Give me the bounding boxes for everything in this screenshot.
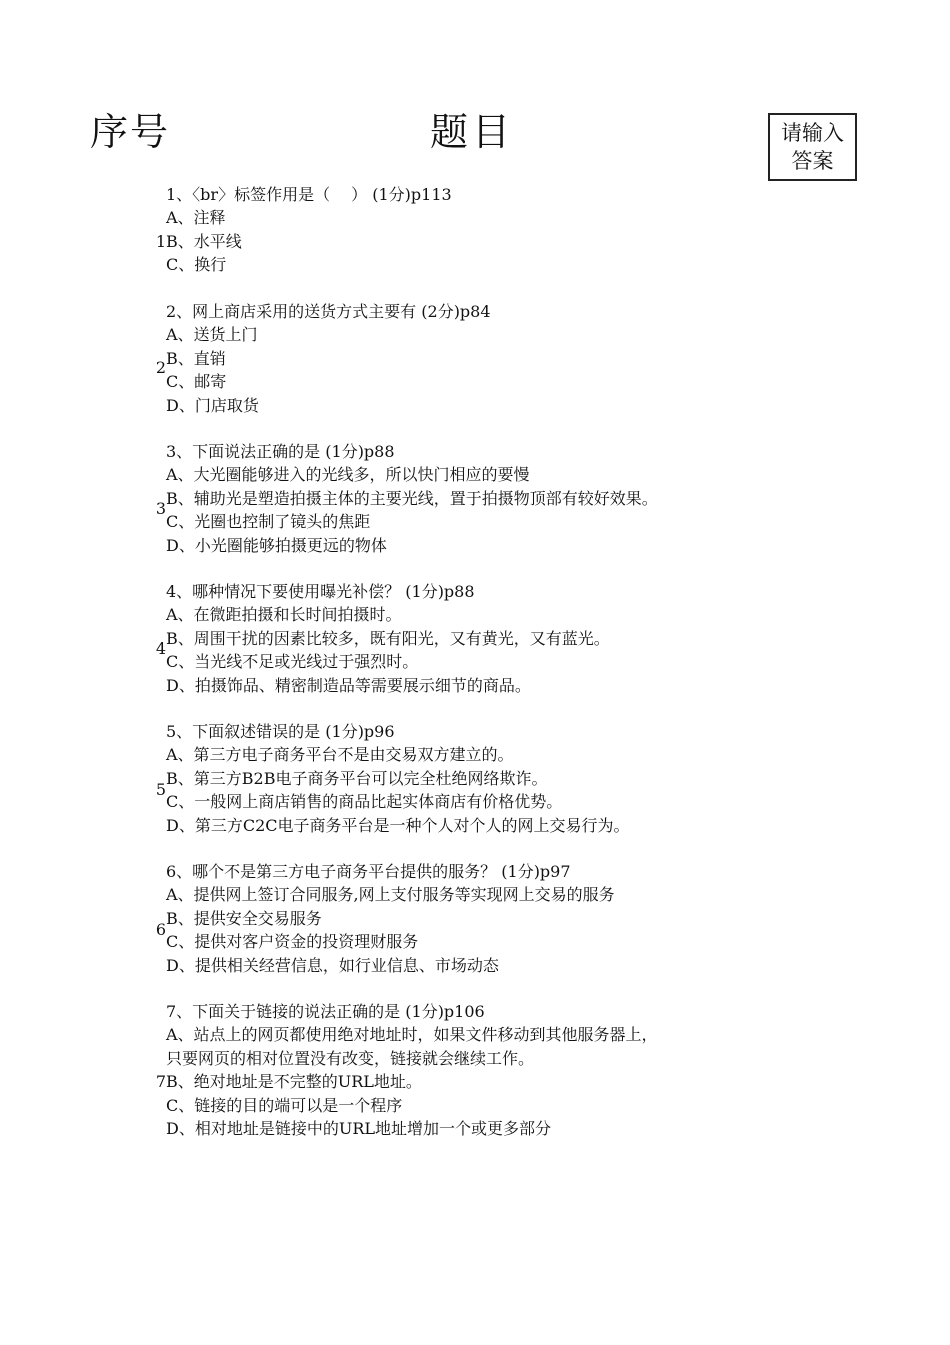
question-option: A、站点上的网页都使用绝对地址时，如果文件移动到其他服务器上， (166, 1025, 658, 1045)
question-option: D、相对地址是链接中的URL地址增加一个或更多部分 (166, 1118, 551, 1138)
question-text-block (166, 183, 452, 277)
question-stem: 2、网上商店采用的送货方式主要有 (2分)p84 (166, 302, 491, 321)
question-option: B、直销 (166, 348, 226, 368)
question-text-block (166, 440, 658, 557)
question-option: C、提供对客户资金的投资理财服务 (166, 932, 419, 952)
question-option: A、第三方电子商务平台不是由交易双方建立的。 (166, 745, 514, 765)
question-option: C、邮寄 (166, 372, 227, 392)
question-number: 5 (155, 780, 166, 799)
question-option: C、当光线不足或光线过于强烈时。 (166, 652, 419, 672)
question-option: D、拍摄饰品、精密制造品等需要展示细节的商品。 (166, 675, 531, 695)
question-stem: 4、哪种情况下要使用曝光补偿？ (1分)p88 (166, 582, 475, 601)
question-text-block (166, 860, 615, 977)
question-option: B、水平线 (166, 231, 242, 251)
question-option: C、一般网上商店销售的商品比起实体商店有价格优势。 (166, 792, 563, 812)
question-option: C、链接的目的端可以是一个程序 (166, 1095, 403, 1115)
question-stem: 6、哪个不是第三方电子商务平台提供的服务？ (1分)p97 (166, 862, 571, 881)
question-number: 1 (155, 231, 166, 251)
question-stem: 7、下面关于链接的说法正确的是 (1分)p106 (166, 1002, 485, 1021)
question-option: D、第三方C2C电子商务平台是一种个人对个人的网上交易行为。 (166, 815, 630, 835)
question-number: 4 (155, 639, 166, 658)
question-text-block (166, 300, 491, 417)
question-option-continuation: 只要网页的相对位置没有改变，链接就会继续工作。 (166, 1048, 535, 1068)
question-option: C、光圈也控制了镜头的焦距 (166, 512, 371, 532)
question-stem: 5、下面叙述错误的是 (1分)p96 (166, 722, 395, 741)
question-number: 6 (155, 920, 166, 939)
question-option: D、小光圈能够拍摄更远的物体 (166, 535, 387, 555)
question-text-block (166, 720, 630, 837)
question-option: A、提供网上签订合同服务,网上支付服务等实现网上交易的服务 (166, 885, 615, 905)
question-option: D、提供相关经营信息，如行业信息、市场动态 (166, 955, 499, 975)
question-number: 2 (155, 358, 166, 377)
answer-box-label-line2: 答案 (791, 149, 834, 173)
question-option: D、门店取货 (166, 395, 259, 415)
header-xuhao: 序号 (90, 110, 171, 154)
question-stem: 3、下面说法正确的是 (1分)p88 (166, 442, 395, 461)
question-option: A、送货上门 (166, 325, 258, 345)
question-option: B、提供安全交易服务 (166, 908, 322, 928)
answer-box-label-line1: 请输入 (781, 121, 844, 145)
question-option: B、辅助光是塑造拍摄主体的主要光线，置于拍摄物顶部有较好效果。 (166, 488, 658, 508)
question-option: B、第三方B2B电子商务平台可以完全杜绝网络欺诈。 (166, 768, 548, 788)
question-option: B、绝对地址是不完整的URL地址。 (166, 1072, 422, 1092)
question-text-block (166, 1000, 658, 1140)
answer-input-box[interactable] (768, 113, 857, 181)
question-number: 7 (155, 1072, 166, 1091)
question-option: C、换行 (166, 255, 227, 275)
question-option: A、在微距拍摄和长时间拍摄时。 (166, 605, 402, 625)
question-number: 3 (155, 499, 166, 518)
question-text-block (166, 580, 610, 697)
question-option: B、周围干扰的因素比较多，既有阳光，又有黄光，又有蓝光。 (166, 628, 610, 648)
question-option: A、大光圈能够进入的光线多，所以快门相应的要慢 (166, 465, 530, 485)
header-timu: 题目 (430, 110, 515, 154)
question-stem: 1、〈br〉标签作用是（ ） (1分)p113 (166, 185, 452, 204)
question-option: A、注释 (166, 208, 226, 228)
